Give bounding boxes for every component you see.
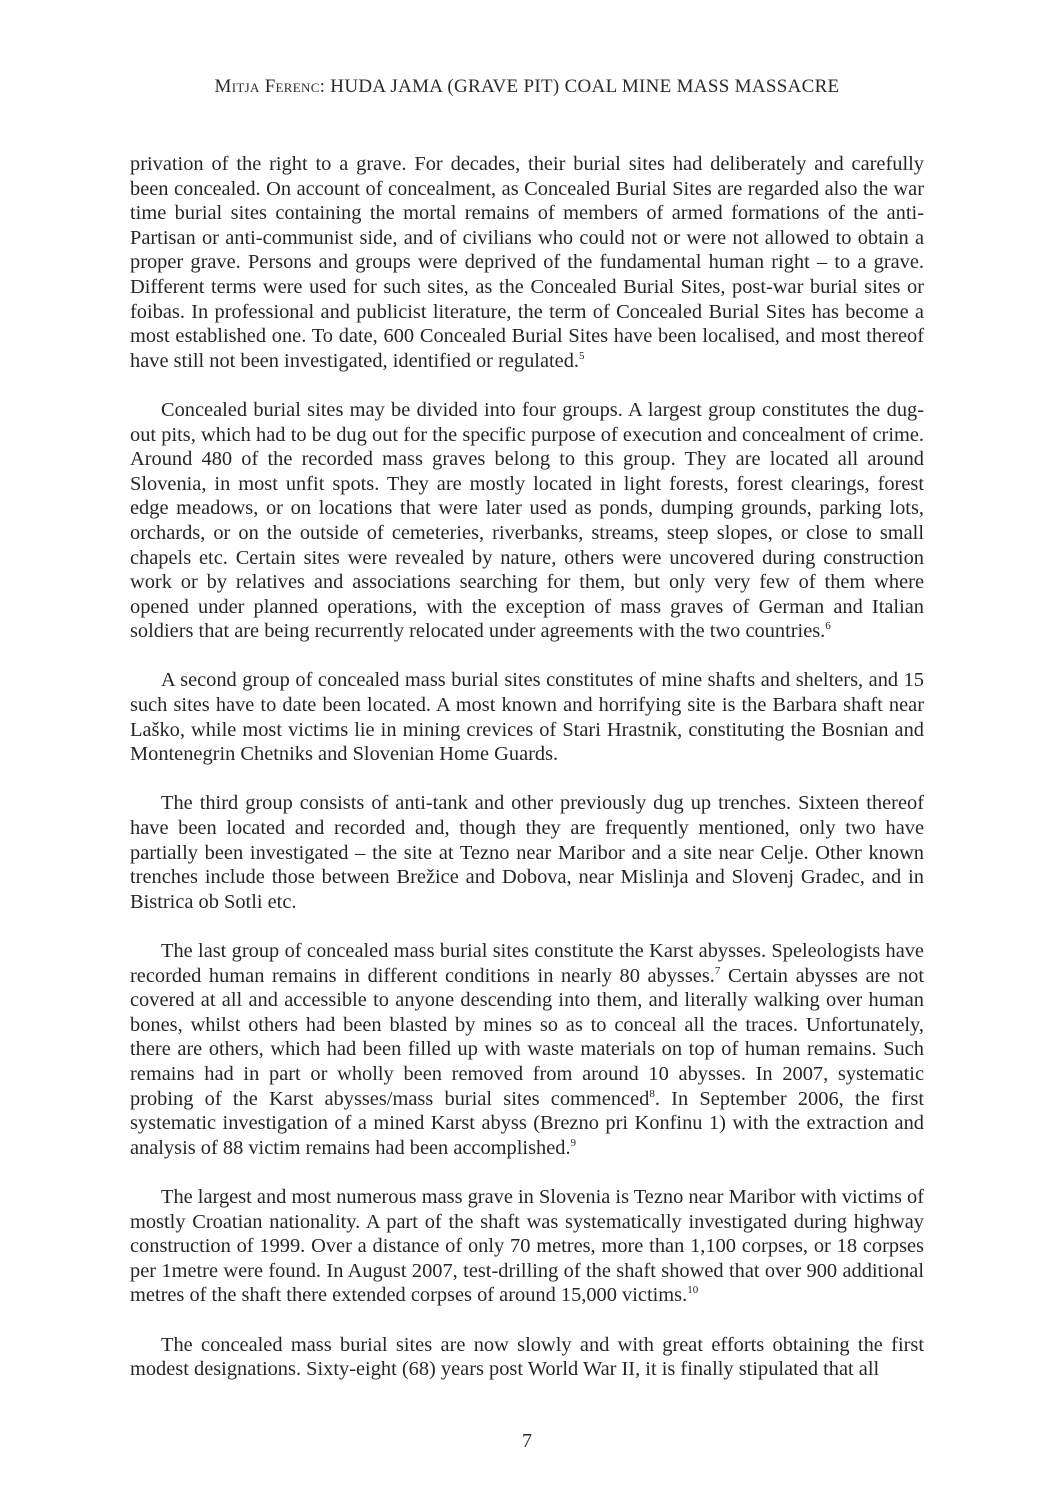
paragraph-3 xyxy=(130,668,924,766)
page-number: 7 xyxy=(522,1430,532,1452)
paragraph-1-text: privation of the right to a grave. For decades, their burial sites had deliberately and carefully been concealed. On account of concealment, as Concealed Burial Sites are regarded also the war time burial sites containing the mortal remains of members of armed formations of the anti-Partisan or anti-communist side, and of civilians who could not or were not allowed to obtain a proper grave. Persons and groups were deprived of the fundamental human right – to a grave. Different terms were used for such sites, as the Concealed Burial Sites, post-war burial sites or foibas. In professional and publicist literature, the term of Concealed Burial Sites has become a most established one. To date, 600 Concealed Burial Sites have been localised, and most thereof have still not been investigated, identified or regulated. xyxy=(130,153,924,372)
footnote-ref-10: 10 xyxy=(687,1284,699,1297)
paragraph-1 xyxy=(130,152,924,373)
paragraph-6 xyxy=(130,1185,924,1308)
footnote-ref-9: 9 xyxy=(570,1136,577,1149)
paragraph-2 xyxy=(130,398,924,644)
paragraph-7 xyxy=(130,1333,924,1382)
footnote-ref-7: 7 xyxy=(714,964,721,977)
body-text xyxy=(130,152,924,1382)
paragraph-5-text-a: The last group of concealed mass burial sites constitute the Karst abysses. Speleologists have recorded human remains in different conditions in nearly 80 abysses. xyxy=(130,940,924,987)
running-head-title: : HUDA JAMA (GRAVE PIT) COAL MINE MASS MASSACRE xyxy=(319,76,840,97)
paragraph-5 xyxy=(130,939,924,1160)
paragraph-7-text: The concealed mass burial sites are now slowly and with great efforts obtaining the first modest designations. Sixty-eight (68) years post World War II, it is finally stipulated that all xyxy=(130,1333,924,1381)
footnote-ref-6: 6 xyxy=(825,620,831,633)
paragraph-3-text: A second group of concealed mass burial sites constitutes of mine shafts and shelters, and 15 such sites have to date been located. A most known and horrifying site is the Barbara shaft near Laško, while most victims lie in mining crevices of Stari Hrastnik, constituting the Bosnian and Montenegrin Chetniks and Slovenian Home Guards. xyxy=(130,669,924,766)
running-head-author: Mitja Ferenc xyxy=(214,76,320,97)
footnote-ref-8: 8 xyxy=(649,1087,655,1100)
running-head xyxy=(0,76,1054,98)
paragraph-6-text: The largest and most numerous mass grave in Slovenia is Tezno near Maribor with victims of mostly Croatian nationality. A part of the shaft was systematically investigated during highway construction of 1999. Over a distance of only 70 metres, more than 1,100 corpses, or 18 corpses per 1metre were found. In August 2007, test-drilling of the shaft showed that over 900 additional metres of the shaft there extended corpses of around 15,000 victims. xyxy=(130,1185,924,1307)
paragraph-2-text: Concealed burial sites may be divided into four groups. A largest group constitutes the dug-out pits, which had to be dug out for the specific purpose of execution and concealment of crime. Around 480 of the recorded mass graves belong to this group. They are located all around Slovenia, in most unfit spots. They are mostly located in light forests, forest clearings, forest edge meadows, or on locations that were later used as ponds, dumping grounds, parking lots, orchards, or on the outside of cemeteries, riverbanks, streams, steep slopes, or close to small chapels etc. Certain sites were revealed by nature, others were uncovered during construction work or by relatives and associations searching for them, but only very few of them where opened under planned operations, with the exception of mass graves of German and Italian soldiers that are being recurrently relocated under agreements with the two countries. xyxy=(130,398,924,643)
paragraph-5-text-b: Certain abysses are not covered at all and accessible to anyone descending into them, and literally walking over human bones, whilst others had been blasted by mines so as to conceal all the traces. Unfortunately, there are others, which had been filled up with waste materials on top of human remains. Such remains had in part or wholly been removed from around 10 abysses. In 2007, systematic probing of the Karst abysses/mass burial sites commenced xyxy=(130,964,924,1110)
paragraph-4-text: The third group consists of anti-tank and other previously dug up trenches. Sixteen thereof have been located and recorded and, though they are frequently mentioned, only two have partially been investigated – the site at Tezno near Maribor and a site near Celje. Other known trenches include those between Brežice and Dobova, near Mislinja and Slovenj Gradec, and in Bistrica ob Sotli etc. xyxy=(130,792,924,913)
paragraph-5-text-c: . In September 2006, the first systematic investigation of a mined Karst abyss (Brezno pri Konfinu 1) with the extraction and analysis of 88 victim remains had been accomplished. xyxy=(130,1087,925,1159)
footnote-ref-5: 5 xyxy=(579,349,585,362)
paragraph-4 xyxy=(130,791,924,914)
